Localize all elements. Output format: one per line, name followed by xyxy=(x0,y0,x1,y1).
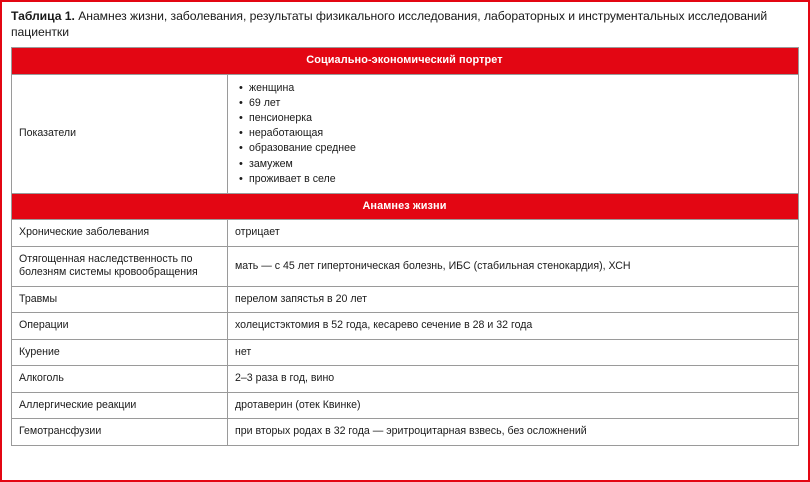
list-item: • проживает в селе xyxy=(249,172,790,187)
row-label-allergies: Аллергические реакции xyxy=(12,392,228,419)
row-label-heredity: Отягощенная наследственность по болезням системы кровообращения xyxy=(12,246,228,286)
row-value-alcohol: 2–3 раза в год, вино xyxy=(228,366,799,393)
list-item: • пенсионерка xyxy=(249,111,790,126)
list-item: • замужем xyxy=(249,157,790,172)
section-band-life-history: Анамнез жизни xyxy=(12,193,799,220)
row-value-indicators xyxy=(228,74,799,193)
section-band-row xyxy=(12,48,799,75)
list-item: • образование среднее xyxy=(249,141,790,156)
row-label-indicators: Показатели xyxy=(12,74,228,193)
section-band-row xyxy=(12,193,799,220)
row-value-injuries: перелом запястья в 20 лет xyxy=(228,286,799,313)
row-value-chronic-diseases: отрицает xyxy=(228,220,799,247)
list-item: • женщина xyxy=(249,81,790,96)
table-row xyxy=(12,246,799,286)
row-label-alcohol: Алкоголь xyxy=(12,366,228,393)
table-row xyxy=(12,419,799,446)
list-item: • неработающая xyxy=(249,126,790,141)
table-row xyxy=(12,74,799,193)
row-value-operations: холецистэктомия в 52 года, кесарево сечение в 28 и 32 года xyxy=(228,313,799,340)
caption-label: Таблица 1. xyxy=(11,9,75,23)
section-band-socioeconomic: Социально-экономический портрет xyxy=(12,48,799,75)
anamnesis-table xyxy=(11,47,799,446)
table-row xyxy=(12,392,799,419)
list-item: • 69 лет xyxy=(249,96,790,111)
row-value-transfusions: при вторых родах в 32 года — эритроцитарная взвесь, без осложнений xyxy=(228,419,799,446)
table-row xyxy=(12,220,799,247)
figure-inner xyxy=(2,2,808,480)
row-label-smoking: Курение xyxy=(12,339,228,366)
table-row xyxy=(12,339,799,366)
row-label-operations: Операции xyxy=(12,313,228,340)
indicator-bullet-list xyxy=(235,81,790,187)
table-caption xyxy=(11,9,799,40)
row-label-injuries: Травмы xyxy=(12,286,228,313)
caption-text: Анамнез жизни, заболевания, результаты физикального исследования, лабораторных и инструментальных исследований пациентки xyxy=(11,9,768,39)
row-value-heredity: мать — с 45 лет гипертоническая болезнь, ИБС (стабильная стенокардия), ХСН xyxy=(228,246,799,286)
row-value-smoking: нет xyxy=(228,339,799,366)
table-body xyxy=(12,48,799,446)
row-label-transfusions: Гемотрансфузии xyxy=(12,419,228,446)
row-value-allergies: дротаверин (отек Квинке) xyxy=(228,392,799,419)
row-label-chronic-diseases: Хронические заболевания xyxy=(12,220,228,247)
table-row xyxy=(12,313,799,340)
table-row xyxy=(12,286,799,313)
table-row xyxy=(12,366,799,393)
